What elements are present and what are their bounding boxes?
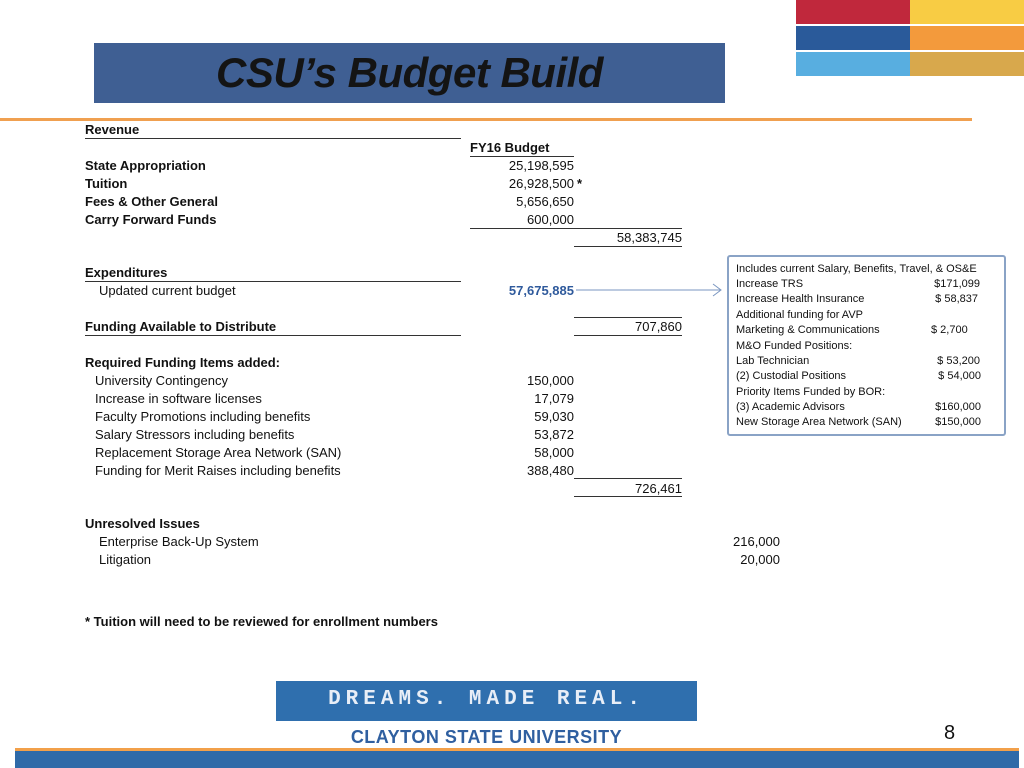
tuition-footnote: * Tuition will need to be reviewed for enrollment numbers — [85, 614, 438, 629]
funding-available-value-underline — [574, 335, 682, 336]
updated-current-budget-label: Updated current budget — [99, 283, 236, 298]
required-label-san: Replacement Storage Area Network (SAN) — [95, 445, 342, 460]
tuition-asterisk: * — [577, 176, 583, 191]
note-line-label: Marketing & Communications — [736, 324, 880, 336]
revenue-total: 58,383,745 — [616, 230, 682, 245]
required-value-contingency: 150,000 — [527, 373, 574, 388]
funding-available-value: 707,860 — [635, 319, 682, 334]
expenditures-underline — [85, 281, 461, 282]
university-name: CLAYTON STATE UNIVERSITY — [350, 727, 623, 747]
note-line-label: Includes current Salary, Benefits, Travel, & OS&E — [736, 263, 977, 275]
note-line-label: M&O Funded Positions: — [736, 340, 853, 352]
note-line-value: $ 58,837 — [935, 293, 978, 305]
header-divider — [0, 118, 972, 121]
note-line-label: Increase Health Insurance — [736, 293, 865, 305]
revenue-heading: Revenue — [85, 122, 140, 137]
unresolved-value-litigation: 20,000 — [740, 552, 780, 567]
required-sum-line — [574, 478, 682, 479]
note-line-value: $ 53,200 — [937, 355, 980, 367]
required-label-promotions: Faculty Promotions including benefits — [95, 409, 311, 424]
fy16-header-underline — [470, 156, 574, 157]
note-line-label: Lab Technician — [736, 355, 810, 367]
note-line-value: $171,099 — [934, 278, 980, 290]
note-line-label: Increase TRS — [736, 278, 804, 290]
page-title: CSU’s Budget Build — [216, 49, 603, 96]
revenue-value-carry-forward: 600,000 — [527, 212, 574, 227]
arrow-to-note-icon — [574, 283, 728, 297]
unresolved-label-backup: Enterprise Back-Up System — [99, 534, 259, 549]
required-total-underline — [574, 496, 682, 497]
required-label-software: Increase in software licenses — [95, 391, 262, 406]
required-label-contingency: University Contingency — [95, 373, 228, 388]
corner-block-gold — [910, 52, 1024, 76]
revenue-value-fees: 5,656,650 — [516, 194, 574, 209]
brand-slogan: DREAMS. MADE REAL. — [328, 688, 645, 711]
page-number: 8 — [944, 722, 956, 744]
revenue-value-tuition: 26,928,500 — [508, 176, 574, 191]
note-line-label: (2) Custodial Positions — [736, 370, 847, 382]
required-label-stressors: Salary Stressors including benefits — [95, 427, 295, 442]
required-value-stressors: 53,872 — [534, 427, 574, 442]
funding-available-label: Funding Available to Distribute — [85, 319, 277, 334]
revenue-total-underline — [574, 246, 682, 247]
corner-block-lightblue — [796, 52, 910, 76]
funding-available-topline — [574, 317, 682, 318]
required-value-merit: 388,480 — [527, 463, 574, 478]
note-line-value: $ 2,700 — [931, 324, 968, 336]
revenue-label-fees: Fees & Other General — [85, 194, 218, 209]
footer-bar — [15, 748, 1019, 768]
expenditures-heading: Expenditures — [85, 265, 168, 280]
revenue-label-tuition: Tuition — [85, 176, 128, 191]
corner-block-yellow — [910, 0, 1024, 24]
note-line-value: $160,000 — [935, 401, 981, 413]
revenue-sum-line — [470, 228, 682, 229]
corner-block-blue — [796, 26, 910, 50]
required-heading: Required Funding Items added: — [85, 355, 281, 370]
note-line-label: (3) Academic Advisors — [736, 401, 845, 413]
note-line-value: $150,000 — [935, 416, 981, 428]
required-total: 726,461 — [635, 481, 682, 496]
required-label-merit: Funding for Merit Raises including benefits — [95, 463, 341, 478]
funding-available-underline — [85, 335, 461, 336]
unresolved-label-litigation: Litigation — [99, 552, 152, 567]
updated-current-budget-value: 57,675,885 — [508, 283, 574, 298]
corner-block-orange — [910, 26, 1024, 50]
revenue-label-state: State Appropriation — [85, 158, 206, 173]
revenue-underline — [85, 138, 461, 139]
corner-block-red — [796, 0, 910, 24]
note-line-label: Additional funding for AVP — [736, 309, 863, 321]
note-line-label: New Storage Area Network (SAN) — [736, 416, 902, 428]
required-value-san: 58,000 — [534, 445, 574, 460]
unresolved-heading: Unresolved Issues — [85, 516, 200, 531]
note-line-value: $ 54,000 — [938, 370, 981, 382]
required-value-promotions: 59,030 — [534, 409, 574, 424]
required-value-software: 17,079 — [534, 391, 574, 406]
revenue-label-carry-forward: Carry Forward Funds — [85, 212, 217, 227]
revenue-value-state: 25,198,595 — [508, 158, 574, 173]
unresolved-value-backup: 216,000 — [733, 534, 780, 549]
fy16-budget-header: FY16 Budget — [470, 140, 550, 155]
note-line-label: Priority Items Funded by BOR: — [736, 386, 886, 398]
